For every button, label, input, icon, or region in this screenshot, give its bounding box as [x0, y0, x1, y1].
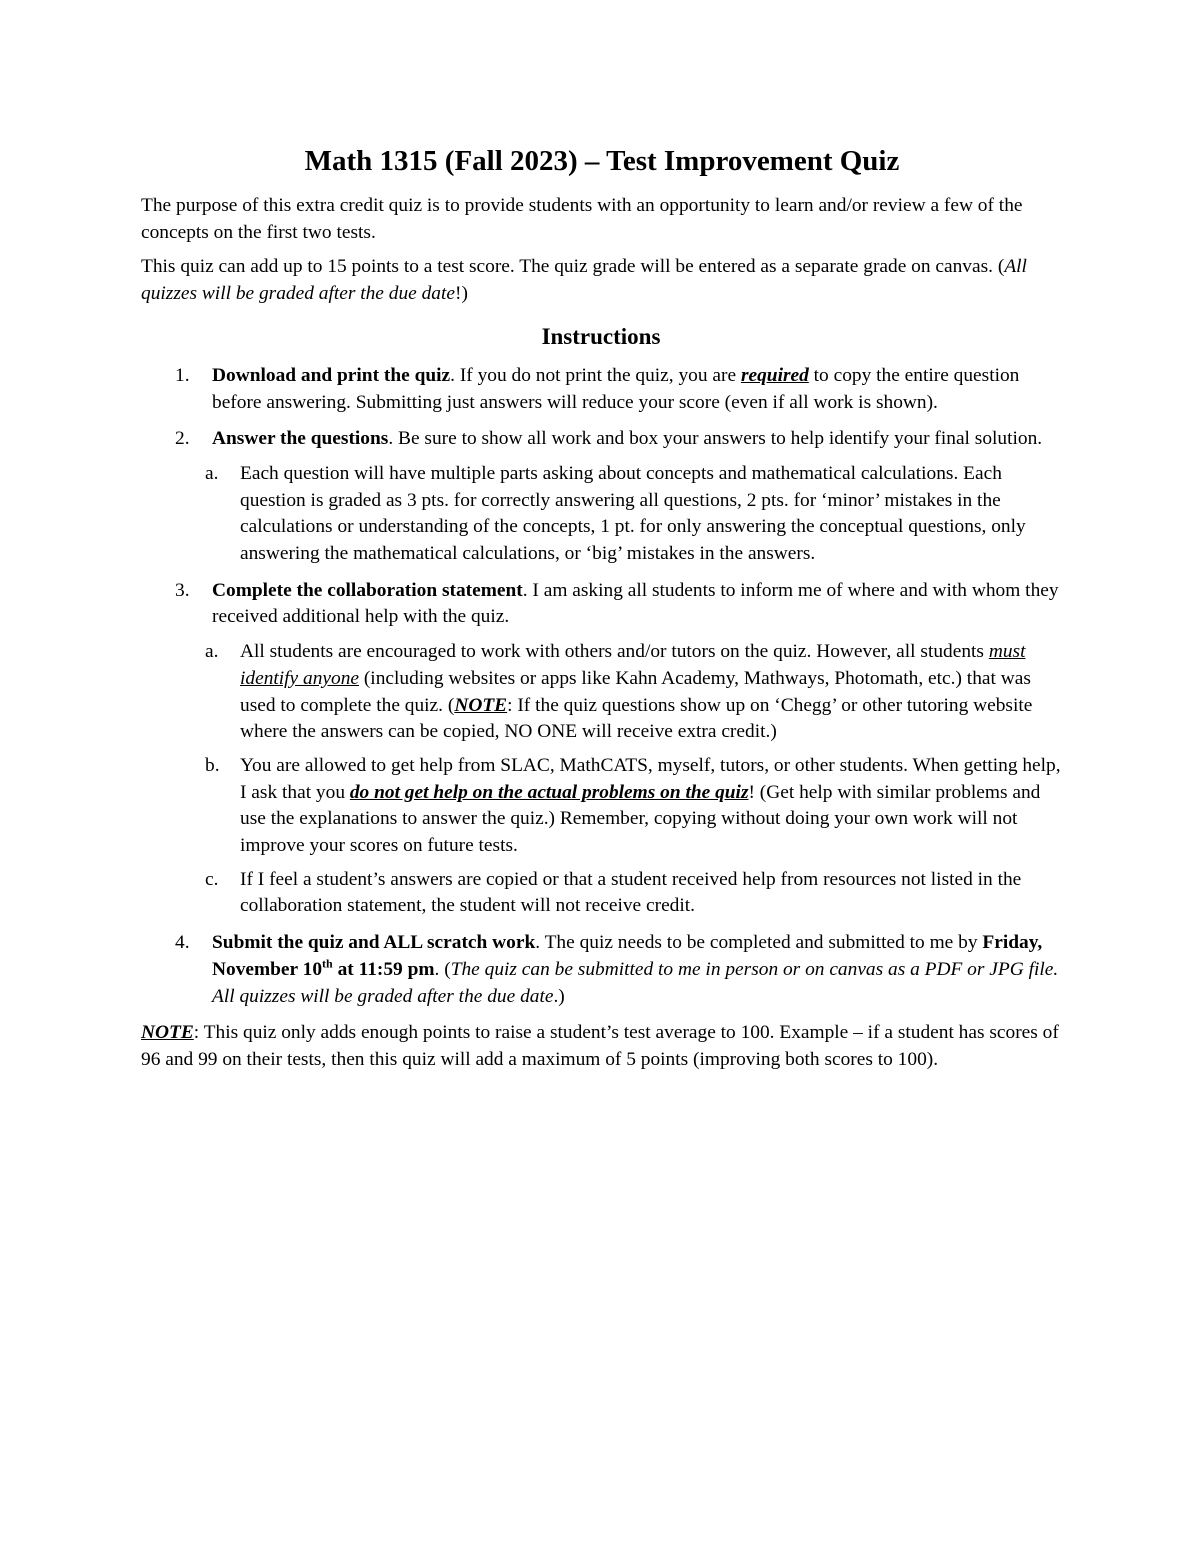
final-note [141, 1020, 1061, 1073]
no-help-emphasis: do not get help on the actual problems on the quiz [349, 781, 749, 803]
sub-item-3c [205, 867, 1061, 920]
instruction-step-1 [141, 363, 1061, 416]
instruction-step-2 [141, 426, 1061, 568]
sub-list [205, 461, 1061, 568]
points-text: This quiz can add up to 15 points to a test score. The quiz grade will be entered as a separate grade on canvas. ( [141, 256, 1005, 278]
sub-text: If I feel a student’s answers are copied or that a student received help from resources not listed in the collaboration statement, the student will not receive credit. [240, 868, 1022, 917]
intro-text: The purpose of this extra credit quiz is to provide students with an opportunity to learn and/or review a few of the concepts on the first two tests. [141, 195, 1023, 243]
sub-letter: b. [205, 754, 220, 776]
final-note-label: NOTE [141, 1022, 194, 1044]
sub-letter: c. [205, 868, 219, 890]
step-text: to copy the entire question before answering. Submitting just answers will reduce your score (even if all work is shown). [212, 364, 1020, 413]
step-text: .) [553, 985, 565, 1007]
sub-text: You are allowed to get help from SLAC, MathCATS, myself, tutors, or other students. When getting help, I ask that you [240, 754, 1061, 803]
sub-text: (including websites or apps like Kahn Academy, Mathways, Photomath, etc.) that was used to complete the quiz. ( [240, 667, 1031, 716]
sub-list [205, 639, 1061, 920]
deadline-time: at 11:59 pm [332, 958, 435, 980]
step-number: 2. [175, 428, 190, 450]
step-heading: Submit the quiz and ALL scratch work [212, 932, 536, 954]
deadline-ordinal: th [322, 956, 333, 971]
sub-text: ! (Get help with similar problems and use the explanations to answer the quiz.) Remember, copying without doing your own work will not improve your scores on future tests. [240, 781, 1041, 857]
step-number: 3. [175, 579, 190, 601]
step-number: 4. [175, 932, 190, 954]
document-content [141, 142, 1061, 1082]
sub-item-3a [205, 639, 1061, 746]
sub-text: All students are encouraged to work with others and/or tutors on the quiz. However, all students [240, 641, 989, 663]
must-identify-emphasis: must identify anyone [240, 641, 1026, 689]
sub-text: Each question will have multiple parts asking about concepts and mathematical calculations. Each question is graded as 3 pts. for correctly answering all questions, 2 pts. for ‘minor’ mistakes in the calculations or understanding of the concepts, 1 pt. for only answering the conceptual questions, only answering the mathematical calculations, or ‘big’ mistakes in the answers. [240, 462, 1026, 565]
step-text: . Be sure to show all work and box your answers to help identify your final solution. [388, 428, 1043, 450]
points-paragraph [141, 254, 1061, 307]
instruction-step-3 [141, 578, 1061, 920]
step-number: 1. [175, 364, 190, 386]
step-heading: Complete the collaboration statement [212, 579, 523, 601]
deadline-day: Friday, November 10 [212, 932, 1043, 980]
points-text-end: !) [454, 283, 468, 305]
sub-text: : If the quiz questions show up on ‘Chegg’ or other tutoring website where the answers can be copied, NO ONE will receive extra credit.) [240, 694, 1033, 743]
step-text: . The quiz needs to be completed and submitted to me by [535, 932, 983, 954]
note-label: NOTE [454, 694, 508, 716]
submission-note: The quiz can be submitted to me in person or on canvas as a PDF or JPG file. All quizzes will be graded after the due date [212, 958, 1059, 1007]
step-heading: Answer the questions [212, 428, 389, 450]
instruction-step-4 [141, 930, 1061, 1010]
required-emphasis: required [740, 364, 809, 386]
final-note-text: : This quiz only adds enough points to raise a student’s test average to 100. Example – if a student has scores of 96 and 99 on their tests, then this quiz will add a maximum of 5 points (improving both scores to 100). [141, 1022, 1059, 1070]
sub-letter: a. [205, 462, 219, 484]
sub-item-3b [205, 753, 1061, 860]
sub-item-2a [205, 461, 1061, 568]
intro-paragraph [141, 193, 1061, 246]
graded-after-note: All quizzes will be graded after the due date [141, 256, 1027, 305]
instructions-heading: Instructions [541, 323, 661, 349]
sub-letter: a. [205, 641, 219, 663]
step-heading: Download and print the quiz [212, 364, 451, 386]
instruction-list [141, 363, 1061, 1010]
page-title: Math 1315 (Fall 2023) – Test Improvement Quiz [304, 145, 900, 177]
step-text: . ( [434, 958, 451, 980]
step-text: . If you do not print the quiz, you are [450, 364, 741, 386]
step-text: . I am asking all students to inform me of where and with whom they received additional help with the quiz. [212, 579, 1059, 628]
